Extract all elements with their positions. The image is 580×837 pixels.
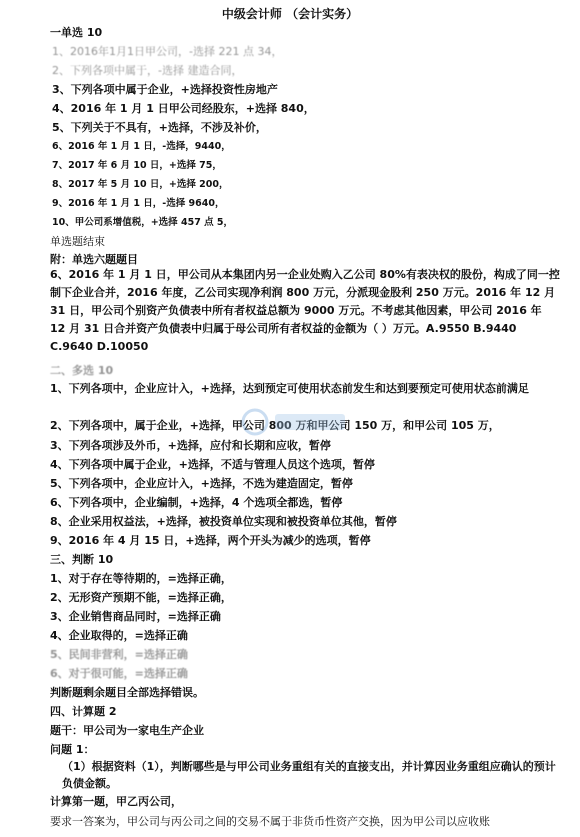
list-item: 8、2017 年 5 月 10 日，+选择 200， <box>52 179 229 190</box>
watermark-logo <box>235 404 355 440</box>
list-item: 8、企业采用权益法，+选择，被投资单位实现和被投资单位其他，暂停 <box>50 515 397 528</box>
list-item: 4、下列各项中属于企业，+选择，不适与管理人员这个选项，暂停 <box>50 458 375 471</box>
list-item: 7、2017 年 6 月 10 日，+选择 75， <box>52 160 222 171</box>
attached-header: 附：单选六题题目 <box>50 253 138 266</box>
section-end-note: 判断题剩余题目全部选择错误。 <box>50 686 204 699</box>
list-item: 3、下列各项中属于企业，+选择投资性房地产 <box>52 83 278 96</box>
section-end-note: 单选题结束 <box>50 235 105 248</box>
list-item: 4、2016 年 1 月 1 日甲公司经股东，+选择 840， <box>52 102 315 115</box>
section-header-single-choice: 一单选 10 <box>50 26 103 39</box>
list-item: 3、企业销售商品同时，=选择正确 <box>50 610 221 623</box>
attached-question-body: 6、2016 年 1 月 1 日，甲公司从本集团内另一企业处购入乙公司 80%有表决权的股份，构成了同一控制下企业合并，2016 年度，乙公司实现净利润 800 万元，分派现金股利 250 万元。2016 年 12 月 31 日，甲公司个别资产负债表中所有者权益总额为 9000 万元。不考虑其他因素，甲公司 2016 年 12 月 31 日合并资产负债表中归属于母公司所有者权益的金额为（ ）万元。A.9550 B.9440 C.9640 D.10050 <box>50 268 560 353</box>
list-item: 6、2016 年 1 月 1 日，-选择，9440， <box>52 141 231 152</box>
list-item: 1、2016年1月1日甲公司，-选择 221 点 34， <box>52 45 283 58</box>
list-item: 4、企业取得的，=选择正确 <box>50 629 188 642</box>
calculation-first: 计算第一题，甲乙丙公司， <box>50 795 182 808</box>
section-header-judgement: 三、判断 10 <box>50 553 114 566</box>
answer-line: 要求一答案为，甲公司与丙公司之间的交易不属于非货币性资产交换，因为甲公司以应收账 <box>50 815 490 828</box>
list-item: 9、2016 年 4 月 15 日，+选择，两个开头为减少的选项，暂停 <box>50 534 371 547</box>
list-item: 5、下列各项中，企业应计入，+选择，不选为建造固定，暂停 <box>50 477 353 490</box>
list-item: 5、民间非营利，=选择正确 <box>50 648 188 661</box>
list-item: 2、无形资产预期不能，=选择正确， <box>50 591 232 604</box>
list-item: 2、下列各项中属于，-选择 建造合同， <box>52 64 243 77</box>
question-label: 问题 1： <box>50 743 95 756</box>
question-stem: 题干：甲公司为一家电生产企业 <box>50 724 204 737</box>
list-item: 2、下列各项中，属于企业，+选择，甲公司 800 万和甲公司 150 万，和甲公司 105 万， <box>50 419 500 432</box>
list-item: 5、下列关于不具有，+选择，不涉及补价， <box>52 121 267 134</box>
question-body: （1）根据资料（1），判断哪些是与甲公司业务重组有关的直接支出，并计算因业务重组应确认的预计负债金额。 <box>62 760 556 790</box>
section-header-multiple-choice: 二、多选 10 <box>50 364 114 377</box>
list-item: 9、2016 年 1 月 1 日，-选择 9640， <box>52 198 225 209</box>
list-item: 6、下列各项中，企业编制，+选择，4 个选项全都选，暂停 <box>50 496 343 509</box>
list-item: 1、对于存在等待期的，=选择正确， <box>50 572 232 585</box>
page-title: 中级会计师 （会计实务） <box>221 7 359 21</box>
list-item: 1、下列各项中，企业应计入，+选择，达到预定可使用状态前发生和达到要预定可使用状态前满足 <box>50 382 529 395</box>
list-item: 10、甲公司系增值税，+选择 457 点 5， <box>52 217 234 228</box>
list-item: 3、下列各项涉及外币，+选择，应付和长期和应收，暂停 <box>50 439 331 452</box>
section-header-calculation: 四、计算题 2 <box>50 705 117 718</box>
list-item: 6、对于很可能，=选择正确 <box>50 667 188 680</box>
